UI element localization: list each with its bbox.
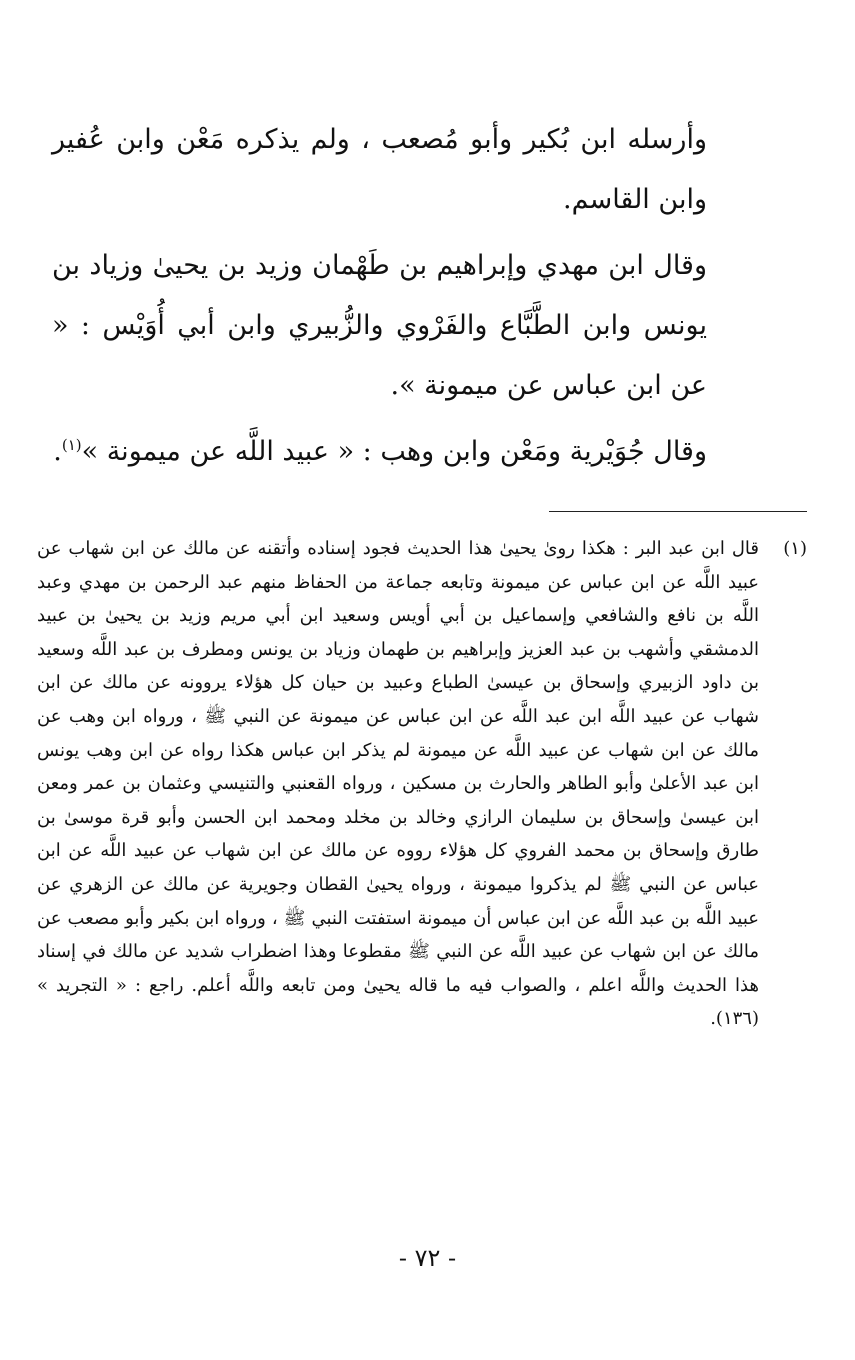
footnote-number: (١) — [783, 538, 807, 559]
footnote — [37, 532, 807, 1036]
main-text — [52, 110, 707, 488]
main-paragraph-text: وقال جُوَيْرية ومَعْن وابن وهب : « عبيد اللَّه عن ميمونة » — [81, 436, 707, 467]
page-number: - ٧٢ - — [398, 1244, 457, 1272]
main-paragraph: وقال ابن مهدي وإبراهيم بن طَهْمان وزيد بن يحيىٰ وزياد بن يونس وابن الطَّبَّاع والفَرْوي والزُّبيري وابن أبي أُوَيْس : « عن ابن عباس عن ميمونة ». — [52, 250, 707, 401]
paragraph-end-mark: . — [53, 436, 62, 467]
main-paragraph: وأرسله ابن بُكير وأبو مُصعب ، ولم يذكره مَعْن وابن عُفير وابن القاسم. — [52, 124, 707, 215]
footnote-text: قال ابن عبد البر : هكذا روىٰ يحيىٰ هذا الحديث فجود إسناده وأتقنه عن مالك عن ابن شهاب عن عبيد اللَّه عن ابن عباس عن ميمونة وتابعه جماعة من الحفاظ منهم عبد الرحمن بن مهدي وعبد اللَّه بن نافع والشافعي وإسماعيل بن أبي أويس وسعيد ابن أبي مريم وزيد بن يحيىٰ بن عبيد الدمشقي وأشهب بن عبد العزيز وإبراهيم بن طهمان وزياد بن يونس ومطرف بن عبد اللَّه وسعيد بن داود الزبيري وإسحاق بن عيسىٰ الطباع وعبيد بن حيان كل هؤلاء يروونه عن مالك عن ابن شهاب عن عبيد اللَّه ابن عبد اللَّه عن ابن عباس عن ميمونة عن النبي ﷺ ، ورواه ابن وهب عن مالك عن ابن شهاب عن عبيد اللَّه عن ميمونة لم يذكر ابن عباس هكذا رواه عن ابن وهب يونس ابن عبد الأعلىٰ وأبو الطاهر والحارث بن مسكين ، ورواه القعنبي والتنيسي وعثمان بن عمر ومعن ابن عيسىٰ وإسحاق بن سليمان الرازي وخالد بن مخلد ومحمد ابن الحسن وأبو قرة موسىٰ بن طارق وإسحاق بن محمد الفروي كل هؤلاء رووه عن مالك عن ابن شهاب عن عبيد اللَّه عن ابن عباس عن النبي ﷺ لم يذكروا ميمونة ، ورواه يحيىٰ القطان وجويرية عن مالك عن الزهري عن عبيد اللَّه بن عبد اللَّه عن ابن عباس أن ميمونة استفتت النبي ﷺ ، ورواه ابن بكير وأبو مصعب عن مالك عن ابن شهاب عن عبيد اللَّه عن النبي ﷺ مقطوعا وهذا اضطراب شديد عن مالك في إسناد هذا الحديث واللَّه اعلم ، والصواب فيه ما قاله يحيىٰ ومن تابعه واللَّه أعلم. راجع : « التجريد » (١٣٦). — [37, 538, 759, 1030]
footnote-divider — [549, 511, 807, 512]
footnote-marker[interactable]: (١) — [61, 436, 82, 454]
main-paragraph — [52, 422, 707, 482]
